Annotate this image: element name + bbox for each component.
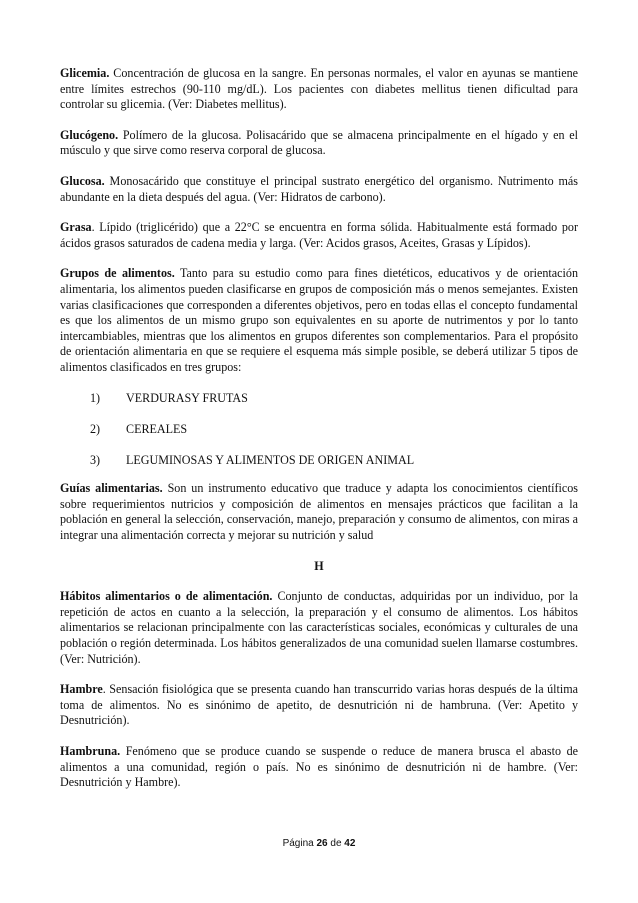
entry-term: Hambruna. — [60, 744, 121, 758]
entry-term: Glucógeno. — [60, 127, 119, 142]
list-item-label: CEREALES — [126, 421, 188, 436]
entry-definition: . Sensación fisiológica que se presenta cuando han transcurrido varias horas después de la última toma de alimentos. No es sinónimo de apetito, de desnutrición ni de hambruna. (Ver: Apetito y Desnutrición). — [60, 682, 578, 728]
current-page-number: 26 — [316, 838, 328, 849]
entry-definition: Monosacárido que constituye el principal sustrato energético del organismo. Nutrimento más abundante en la dieta después del agua. (Ver: Hidratos de carbono). — [60, 173, 578, 204]
entry-term: Hambre — [60, 682, 103, 697]
entry-term: Grasa — [60, 220, 92, 235]
document-body — [60, 66, 578, 806]
entry-definition: Tanto para su estudio como para fines dietéticos, educativos y de orientación alimentaria, los alimentos pueden clasificarse en grupos de composición más o menos semejantes. Existen varias clasificaciones que corresponden a diferentes objetivos, pero en todas ellas el concepto fundamental es que los alimentos de un mismo grupo son equivalentes en su aporte de nutrimentos y por lo tanto intercambiables, mientras que los alimentos en grupos diferentes son complementarios. Para el propósito de orientación alimentaria en que se requiere el esquema más simple posible, se deberá utilizar 5 tipos de alimentos clasificados en tres grupos: — [60, 266, 578, 374]
entry-guias-alimentarias — [60, 481, 578, 543]
footer-prefix: Página — [282, 838, 317, 849]
entry-grupos-de-alimentos — [60, 266, 578, 375]
footer-separator: de — [327, 838, 345, 849]
entry-term: Grupos de alimentos. — [60, 266, 175, 281]
entry-glicemia — [60, 66, 578, 113]
list-item — [60, 422, 578, 438]
entry-glucosa — [60, 174, 578, 205]
entry-definition: Conjunto de conductas, adquiridas por un individuo, por la repetición de actos en cuanto a la selección, la preparación y el consumo de alimentos. Los hábitos alimentarios se relacionan principalmente con las características sociales, económicas y culturales de una población o región determinada. Los hábitos generalizados de una comunidad suelen llamarse costumbres. (Ver: Nutrición). — [60, 589, 579, 666]
entry-hambre — [60, 682, 578, 729]
page-footer — [0, 838, 638, 849]
entry-definition: Son un instrumento educativo que traduce y adapta los conocimientos científicos sobre requerimientos nutricios y composición de alimentos en mensajes prácticos que facilitan a la población en general la selección, conservación, manejo, preparación y consumo de alimentos, con miras a integrar una alimentación correcta y mejorar su nutrición y salud — [60, 481, 578, 543]
total-page-count: 42 — [344, 838, 356, 849]
list-item — [60, 391, 578, 407]
food-groups-list — [60, 391, 578, 469]
entry-glucogeno — [60, 128, 578, 159]
entry-grasa — [60, 220, 578, 251]
entry-habitos-alimentarios — [60, 589, 578, 667]
list-item-number: 3) — [90, 452, 101, 467]
entry-definition: . Lípido (triglicérido) que a 22°C se encuentra en forma sólida. Habitualmente está formado por ácidos grasos saturados de cadena media y larga. (Ver: Acidos grasos, Aceites, Grasas y Lípidos). — [60, 220, 578, 250]
list-item-number: 1) — [90, 390, 101, 405]
section-letter-heading: H — [314, 558, 324, 573]
entry-definition: Polímero de la glucosa. Polisacárido que se almacena principalmente en el hígado y en el músculo y que sirve como reserva corporal de glucosa. — [60, 127, 578, 158]
list-item-number: 2) — [90, 421, 101, 436]
entry-term: Hábitos alimentarios o de alimentación. — [60, 589, 273, 604]
entry-term: Guías alimentarias. — [60, 481, 163, 496]
list-item-label: VERDURASY FRUTAS — [126, 390, 248, 405]
entry-definition: Concentración de glucosa en la sangre. En personas normales, el valor en ayunas se mantiene entre límites estrechos (90-110 mg/dL). Los pacientes con diabetes mellitus tienen dificultad para controlar su glicemia. (Ver: Diabetes mellitus). — [60, 66, 578, 112]
entry-term: Glucosa. — [60, 173, 105, 188]
entry-term: Glicemia. — [60, 66, 110, 80]
list-item-label: LEGUMINOSAS Y ALIMENTOS DE ORIGEN ANIMAL — [126, 452, 415, 467]
entry-hambruna — [60, 744, 578, 791]
list-item — [60, 453, 578, 469]
entry-definition: Fenómeno que se produce cuando se suspende o reduce de manera brusca el abasto de alimentos a una comunidad, región o país. No es sinónimo de desnutrición ni de hambre. (Ver: Desnutrición y Hambre). — [60, 744, 578, 790]
